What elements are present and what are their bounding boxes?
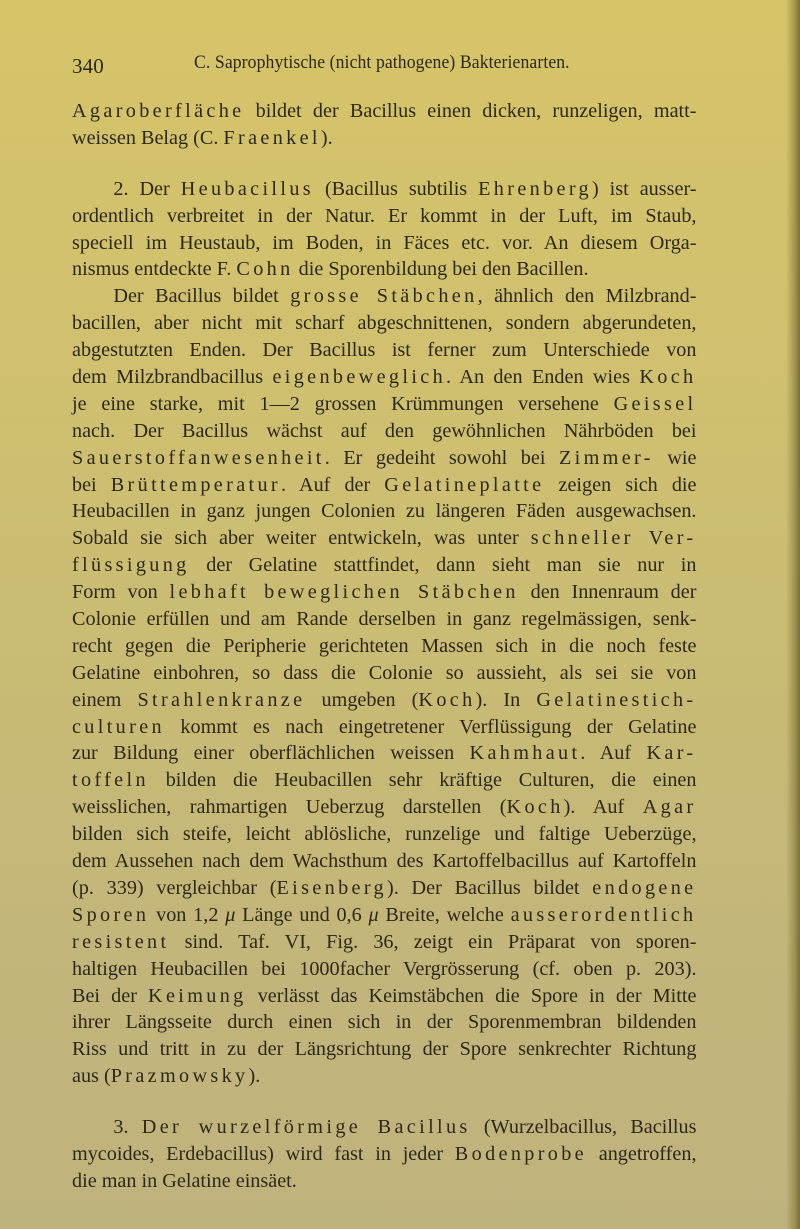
emphasized-term: toffeln	[72, 769, 149, 792]
text-line	[72, 125, 696, 152]
text-line	[72, 579, 696, 606]
emphasized-term: Bodenprobe	[454, 1142, 588, 1165]
paragraph-heubacillus	[72, 176, 706, 284]
paragraph-heubacillus-morphology	[72, 283, 706, 1090]
emphasized-term: endogene	[592, 876, 697, 899]
text-line	[72, 929, 696, 956]
emphasized-term: eigenbeweglich	[272, 366, 447, 389]
running-title: C. Saprophytische (nicht pathogene) Bakterienarten.	[194, 52, 570, 73]
text-run: der Gelatine stattfindet, dann sieht man sie nur in	[189, 554, 697, 577]
text-line	[72, 98, 696, 125]
emphasized-term: Gelatinestich-	[536, 688, 697, 711]
text-run: (p. 339) vergleichbar (	[72, 876, 277, 899]
text-line	[72, 902, 696, 929]
body-text	[72, 98, 706, 1195]
text-line	[72, 391, 696, 418]
text-run: bilden sich steife, leicht ablösliche, runzelige und faltige Ueberzüge,	[72, 823, 697, 846]
text-line	[72, 1141, 696, 1168]
emphasized-term: Kar-	[646, 742, 697, 765]
paragraph-gap	[72, 152, 706, 176]
text-run: Bei der	[72, 984, 149, 1007]
text-run: umgeben (	[305, 688, 419, 711]
text-run: die man in Gelatine einsäet.	[72, 1169, 297, 1192]
text-run: . An den Enden wies	[446, 366, 640, 389]
text-run: zur Bildung einer oberflächlichen weissen	[72, 742, 470, 765]
text-line	[72, 821, 696, 848]
emphasized-term: Agaroberfläche	[72, 100, 245, 122]
emphasized-term: Koch	[506, 796, 564, 819]
text-line	[72, 310, 696, 337]
text-line	[72, 1114, 696, 1141]
text-run: dem Milzbrandbacillus	[72, 366, 273, 389]
emphasized-term: Heubacillus	[180, 177, 315, 200]
text-run: Heubacillen in ganz jungen Colonien zu längeren Fäden ausgewachsen.	[72, 500, 697, 523]
text-line	[72, 848, 696, 875]
text-run: einem	[72, 688, 138, 711]
text-run: Gelatine einbohren, so dass die Colonie so aussieht, als sei sie von	[72, 661, 697, 684]
emphasized-term: Eisenberg	[276, 876, 387, 899]
paragraph-gap	[72, 1090, 706, 1114]
emphasized-term: Zimmer-	[558, 446, 654, 469]
text-run: ). Auf	[563, 796, 643, 819]
emphasized-term: flüssigung	[72, 554, 190, 577]
text-line	[72, 337, 696, 364]
text-line	[72, 364, 696, 391]
micron-symbol: μ	[368, 903, 379, 926]
text-line	[72, 794, 696, 821]
text-run: mycoides, Erdebacillus) wird fast in jeder	[72, 1142, 455, 1165]
text-run: Riss und tritt in zu der Längsrichtung der Spore senkrechter Richtung	[72, 1038, 697, 1061]
text-run: . Auf	[580, 742, 647, 765]
text-run: von 1,2	[149, 903, 226, 926]
text-run: weissen Belag (C.	[72, 126, 224, 149]
text-line	[72, 983, 696, 1010]
text-line	[72, 230, 696, 257]
text-run: bildet der Bacillus einen dicken, runzeligen, matt-	[244, 100, 697, 122]
text-run: Der Bacillus bildet	[113, 285, 291, 308]
emphasized-term: lebhaft beweglichen Stäbchen	[169, 581, 519, 604]
text-run: verlässt das Keimstäbchen die Spore in der Mitte	[246, 984, 697, 1007]
emphasized-term: Sauerstoffanwesenheit	[72, 446, 325, 469]
emphasized-term: ausserordentlich	[510, 903, 697, 926]
text-run: ). In	[475, 688, 537, 711]
text-line	[72, 714, 696, 741]
text-run: 3.	[113, 1116, 142, 1139]
text-line	[72, 176, 696, 203]
text-run: . Auf der	[280, 473, 385, 496]
text-line	[72, 256, 696, 283]
text-run: , ähnlich den Milzbrand-	[477, 285, 697, 308]
emphasized-term: Kahmhaut	[469, 742, 581, 765]
text-run: 2. Der	[113, 177, 181, 200]
text-run: ).	[320, 126, 333, 149]
text-run: ordentlich verbreitet in der Natur. Er kommt in der Luft, im Staub,	[72, 204, 697, 227]
text-line	[72, 1009, 696, 1036]
text-line	[72, 525, 696, 552]
emphasized-term: Prazmowsky	[110, 1065, 249, 1088]
emphasized-term: Ehrenberg	[478, 177, 593, 200]
text-line	[72, 552, 696, 579]
text-run: nismus entdeckte F.	[72, 258, 237, 281]
emphasized-term: Agar	[642, 796, 697, 819]
text-run: (Wurzelbacillus, Bacillus	[470, 1116, 697, 1139]
text-run: dem Aussehen nach dem Wachsthum des Kartoffelbacillus auf Kartoffeln	[72, 850, 697, 873]
emphasized-term: Der wurzelförmige Bacillus	[141, 1116, 471, 1139]
emphasized-term: culturen	[72, 715, 165, 738]
text-line	[72, 740, 696, 767]
text-run: Colonie erfüllen und am Rande derselben in ganz regelmässigen, senk-	[72, 608, 697, 631]
emphasized-term: Koch	[418, 688, 476, 711]
text-line	[72, 498, 696, 525]
text-line	[72, 1168, 696, 1195]
emphasized-term: Brüttemperatur	[110, 473, 281, 496]
text-run: recht gegen die Peripherie gerichteten Massen sich in die noch feste	[72, 634, 697, 657]
text-line	[72, 1063, 696, 1090]
text-run: bilden die Heubacillen sehr kräftige Culturen, die einen	[148, 769, 697, 792]
text-line	[72, 418, 696, 445]
text-line	[72, 633, 696, 660]
emphasized-term: resistent	[72, 930, 170, 953]
emphasized-term: Geissel	[613, 392, 697, 415]
emphasized-term: Koch	[639, 366, 697, 389]
text-run: weisslichen, rahmartigen Ueberzug darstellen (	[72, 796, 507, 819]
text-run: (Bacillus subtilis	[314, 177, 479, 200]
text-run: ) ist ausser-	[592, 177, 697, 200]
text-run: die Sporenbildung bei den Bacillen.	[293, 258, 589, 281]
text-line	[72, 203, 696, 230]
paragraph-wurzelbacillus	[72, 1114, 706, 1195]
text-line	[72, 956, 696, 983]
emphasized-term: Gelatineplatte	[384, 473, 545, 496]
emphasized-term: Strahlenkranze	[137, 688, 306, 711]
text-line	[72, 1036, 696, 1063]
text-run: Form von	[72, 581, 170, 604]
text-run: sind. Taf. VI, Fig. 36, zeigt ein Präparat von sporen-	[169, 930, 697, 953]
text-run: angetroffen,	[587, 1142, 697, 1165]
text-line	[72, 687, 696, 714]
page-binding-shadow	[786, 0, 800, 1229]
paragraph-continuation	[72, 98, 706, 152]
emphasized-term: Cohn	[236, 258, 294, 281]
text-run: Länge und 0,6	[235, 903, 369, 926]
text-run: haltigen Heubacillen bei 1000facher Vergrösserung (cf. oben p. 203).	[72, 957, 697, 980]
emphasized-term: schneller Ver-	[530, 527, 697, 550]
emphasized-term: Keimung	[148, 984, 247, 1007]
text-run: nach. Der Bacillus wächst auf den gewöhnlichen Nährböden bei	[72, 419, 697, 442]
text-run: zeigen sich die	[544, 473, 697, 496]
text-line	[72, 283, 696, 310]
text-run: kommt es nach eingetretener Verflüssigung der Gelatine	[164, 715, 697, 738]
text-run: speciell im Heustaub, im Boden, in Fäces etc. vor. An diesem Orga-	[72, 231, 697, 254]
text-run: Breite, welche	[378, 903, 511, 926]
emphasized-term: Sporen	[72, 903, 150, 926]
text-line	[72, 445, 696, 472]
text-run: den Innenraum der	[518, 581, 697, 604]
text-line	[72, 472, 696, 499]
text-run: wie	[653, 446, 697, 469]
text-line	[72, 606, 696, 633]
text-run: Sobald sie sich aber weiter entwickeln, was unter	[72, 527, 531, 550]
page-header	[70, 52, 710, 82]
text-run: ).	[248, 1065, 261, 1088]
text-line	[72, 875, 696, 902]
text-run: . Er gedeiht sowohl bei	[324, 446, 559, 469]
micron-symbol: μ	[225, 903, 236, 926]
page-number: 340	[72, 54, 104, 78]
text-line	[72, 767, 696, 794]
text-run: ). Der Bacillus bildet	[386, 876, 593, 899]
text-run: ihrer Längsseite durch einen sich in der Sporenmembran bildenden	[72, 1011, 697, 1034]
text-run: bacillen, aber nicht mit scharf abgeschnittenen, sondern abgerundeten,	[72, 312, 697, 335]
text-run: aus (	[72, 1065, 111, 1088]
text-run: abgestutzten Enden. Der Bacillus ist ferner zum Unterschiede von	[72, 339, 697, 362]
emphasized-term: Fraenkel	[223, 126, 321, 149]
text-line	[72, 660, 696, 687]
text-run: bei	[72, 473, 111, 496]
text-run: je eine starke, mit 1—2 grossen Krümmungen versehene	[72, 392, 614, 415]
emphasized-term: grosse Stäbchen	[290, 285, 478, 308]
